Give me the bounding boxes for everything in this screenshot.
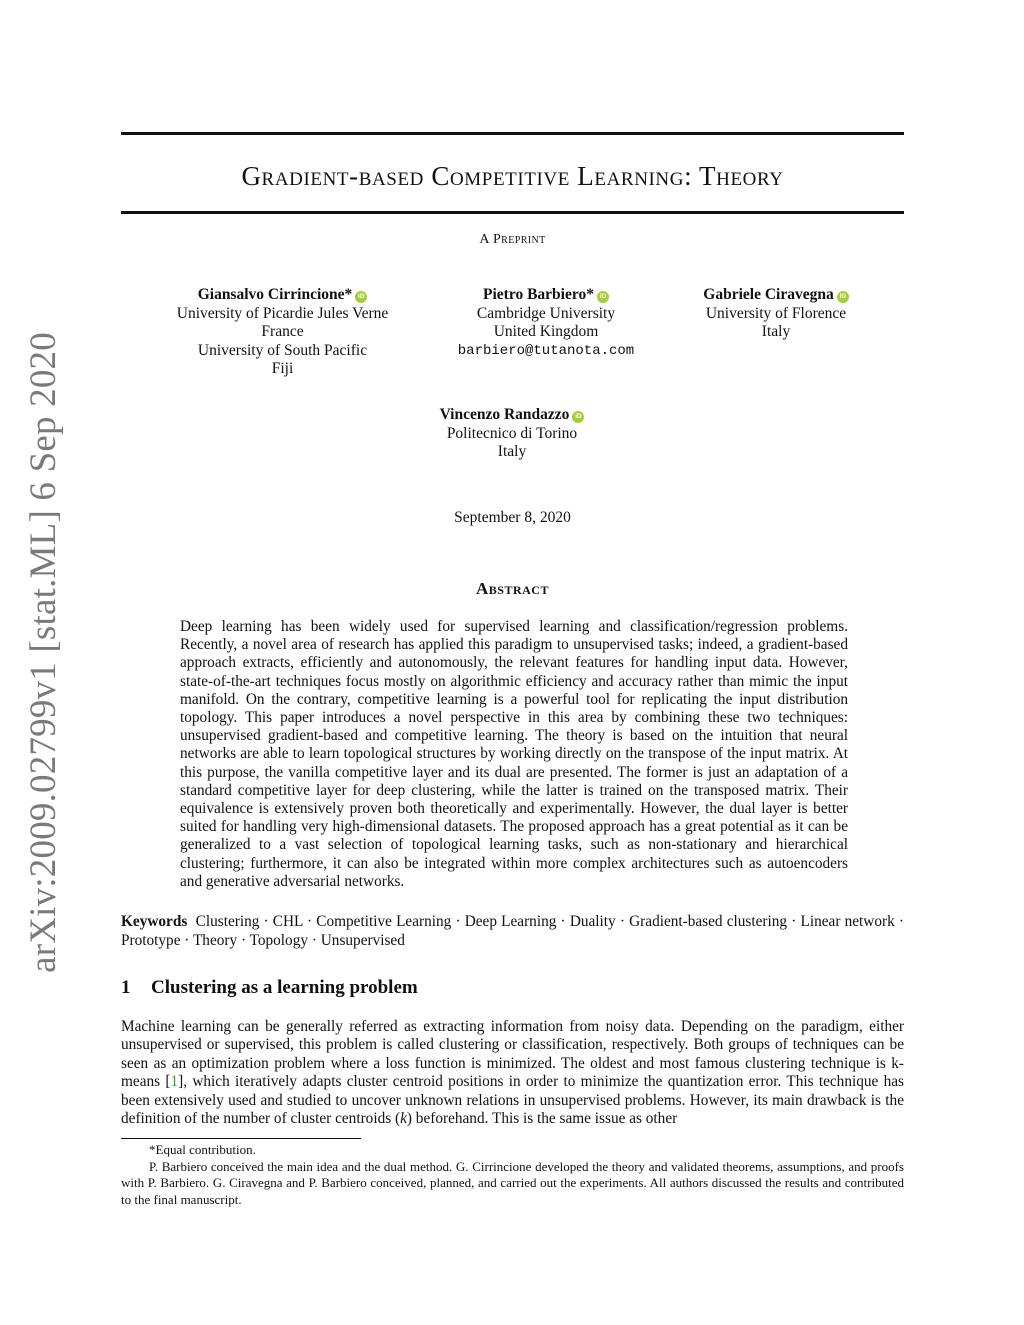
affiliation-line: Italy <box>497 443 527 460</box>
orcid-icon[interactable]: iD <box>572 411 584 423</box>
paper-date: September 8, 2020 <box>454 509 571 526</box>
math-variable: k <box>400 1110 407 1128</box>
keywords-label: Keywords <box>121 913 188 930</box>
keywords <box>121 912 904 950</box>
affiliation-line: United Kingdom <box>493 323 599 340</box>
orcid-icon[interactable]: iD <box>837 291 849 303</box>
author-block-2 <box>430 286 662 360</box>
body-text: ) beforehand. This is the same issue as other <box>406 1110 678 1128</box>
keywords-list: Clustering · CHL · Competitive Learning · Deep Learning · Duality · Gradient-based clustering · Linear network · Prototype · Theory · Topology · Unsupervised <box>121 913 904 949</box>
author-name: Vincenzo Randazzo <box>439 406 570 423</box>
footnote-rule <box>121 1138 361 1139</box>
citation-link[interactable]: 1 <box>170 1073 179 1091</box>
author-name: Pietro Barbiero* <box>483 286 594 303</box>
paper-title: Gradient-based Competitive Learning: Theory <box>241 161 784 191</box>
affiliation-line: Politecnico di Torino <box>446 424 578 442</box>
footnote: P. Barbiero conceived the main idea and the dual method. G. Cirrincione developed the theory and validated theorems, assumptions, and proofs with P. Barbiero. G. Ciravegna and P. Barbiero conceived, planned, and carried out the experiments. All authors discussed the results and contributed to the final manuscript. <box>121 1158 904 1207</box>
title-bottom-rule <box>121 211 904 214</box>
body-text: Machine learning can be generally referred as extracting information from noisy data. Depending on the paradigm, either unsupervised or supervised, this problem is called clustering or classification, respectively. Both groups of techniques can be seen as an optimization problem where a loss function is minimized. The oldest and most famous clustering technique is k-means [ <box>121 1018 904 1091</box>
footnotes <box>121 1142 904 1208</box>
author-name: Giansalvo Cirrincione* <box>197 286 353 303</box>
affiliation-line: University of Florence <box>705 304 847 322</box>
body-paragraph <box>121 1018 904 1128</box>
section-number: 1 <box>121 977 131 998</box>
author-email[interactable]: barbiero@tutanota.com <box>457 342 635 359</box>
orcid-icon[interactable]: iD <box>355 291 367 303</box>
author-block-1 <box>160 286 405 379</box>
author-block-3 <box>676 286 876 342</box>
affiliation-line: University of Picardie Jules Verne <box>176 304 389 322</box>
arxiv-stamp <box>20 331 66 973</box>
affiliation-line: Cambridge University <box>476 304 616 322</box>
footnote: *Equal contribution. <box>149 1142 256 1157</box>
section-heading <box>121 977 418 999</box>
orcid-icon[interactable]: iD <box>597 291 609 303</box>
preprint-label: A Preprint <box>479 232 546 247</box>
arxiv-id: arXiv:2009.02799v1 [stat.ML] 6 Sep 2020 <box>22 331 64 973</box>
affiliation-line: Fiji <box>271 360 294 377</box>
section-title: Clustering as a learning problem <box>151 977 418 998</box>
affiliation-line: France <box>261 323 304 340</box>
affiliation-line: University of South Pacific <box>197 341 368 359</box>
body-text: ], which iteratively adapts cluster centroid positions in order to minimize the quantization error. This technique has been extensively used and studied to uncover unknown relations in unsupervised problems. However, its main drawback is the definition of the number of cluster centroids ( <box>121 1073 904 1128</box>
affiliation-line: Italy <box>761 323 791 340</box>
author-block-4 <box>402 406 622 462</box>
author-name: Gabriele Ciravegna <box>703 286 834 303</box>
title-top-rule <box>121 132 904 135</box>
abstract-heading: Abstract <box>476 579 549 598</box>
abstract-text: Deep learning has been widely used for supervised learning and classification/regression problems. Recently, a novel area of research has applied this paradigm to unsupervised tasks; indeed, a gradient-based approach extracts, efficiently and autonomously, the relevant features for handling input data. However, state-of-the-art techniques focus mostly on algorithmic efficiency and accuracy rather than mimic the input manifold. On the contrary, competitive learning is a powerful tool for replicating the input distribution topology. This paper introduces a novel perspective in this area by combining these two techniques: unsupervised gradient-based and competitive learning. The theory is based on the intuition that neural networks are able to learn topological structures by working directly on the transpose of the input matrix. At this purpose, the vanilla competitive layer and its dual are presented. The former is just an adaptation of a standard competitive layer for deep clustering, while the latter is trained on the transposed matrix. Their equivalence is extensively proven both theoretically and experimentally. However, the dual layer is better suited for handling very high-dimensional datasets. The proposed approach has a great potential as it can be generalized to a vast selection of topological learning tasks, such as non-stationary and hierarchical clustering; furthermore, it can also be integrated within more complex architectures such as autoencoders and generative adversarial networks. <box>180 618 848 890</box>
